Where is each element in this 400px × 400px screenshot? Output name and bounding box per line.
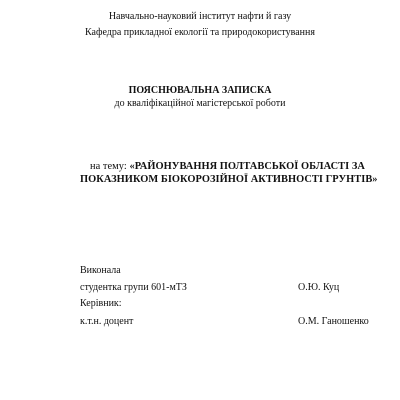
document-subtitle: до кваліфікаційної магістерської роботи bbox=[114, 98, 286, 109]
topic-line-1 bbox=[90, 162, 365, 172]
topic-prefix: на тему: bbox=[90, 161, 130, 172]
topic-title-part-2: ПОКАЗНИКОМ БІОКОРОЗІЙНОЇ АКТИВНОСТІ ГРУНТІВ» bbox=[80, 174, 378, 185]
department-name: Кафедра прикладної екології та природокористування bbox=[85, 27, 315, 38]
supervisor-role: к.т.н. доцент bbox=[80, 316, 134, 327]
performer-name: О.Ю. Куц bbox=[298, 282, 340, 293]
supervisor-label: Керівник: bbox=[80, 298, 122, 309]
topic-title-part-1: «РАЙОНУВАННЯ ПОЛТАВСЬКОЇ ОБЛАСТІ ЗА bbox=[129, 161, 365, 172]
institute-name: Навчально-науковий інститут нафти й газу bbox=[108, 11, 292, 22]
performer-label: Виконала bbox=[80, 265, 121, 276]
supervisor-name: О.М. Ганошенко bbox=[298, 316, 369, 327]
document-title: ПОЯСНЮВАЛЬНА ЗАПИСКА bbox=[128, 85, 272, 96]
performer-role: студентка групи 601-мТЗ bbox=[80, 282, 187, 293]
